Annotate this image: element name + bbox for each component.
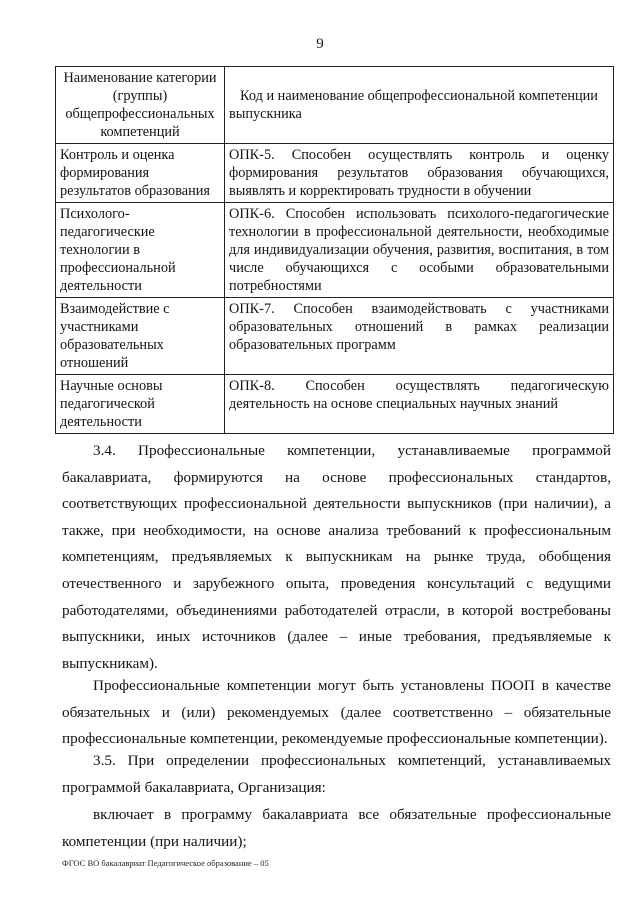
competence-cell: ОПК-5. Способен осуществлять контроль и оценку формирования результатов образования обучающихся, выявлять и корректировать трудности в обучении bbox=[225, 144, 614, 203]
competence-cell: ОПК-6. Способен использовать психолого-педагогические технологии в профессиональной деятельности, необходимые для индивидуализации обучения, развития, воспитания, в том числе обучающихся с особыми образовательными потребностями bbox=[225, 203, 614, 298]
competence-cell: ОПК-7. Способен взаимодействовать с участниками образовательных отношений в рамках реализации образовательных программ bbox=[225, 298, 614, 375]
table-header-row bbox=[56, 67, 614, 144]
category-cell: Психолого-педагогические технологии в профессиональной деятельности bbox=[56, 203, 225, 298]
paragraph-professional-competencies bbox=[62, 673, 611, 753]
category-cell: Контроль и оценка формирования результатов образования bbox=[56, 144, 225, 203]
header-competence-cell: Код и наименование общепрофессиональной компетенции выпускника bbox=[225, 67, 614, 144]
competencies-table bbox=[55, 66, 614, 434]
category-cell: Научные основы педагогической деятельности bbox=[56, 375, 225, 434]
header-category-cell: Наименование категории (группы) общепрофессиональных компетенций bbox=[56, 67, 225, 144]
paragraph-text: 3.5. При определении профессиональных компетенций, устанавливаемых программой бакалавриата, Организация: bbox=[62, 752, 611, 796]
table-row bbox=[56, 375, 614, 434]
paragraph-text: Профессиональные компетенции могут быть установлены ПООП в качестве обязательных и (или) рекомендуемых (далее соответственно – обязательные профессиональные компетенции, рекомендуемые профессиональные компетенции). bbox=[62, 677, 611, 748]
paragraph-text: 3.4. Профессиональные компетенции, устанавливаемые программой бакалавриата, формируются на основе профессиональных стандартов, соответствующих профессиональной деятельности выпускников (при наличии), а также, при необходимости, на основе анализа требований к профессиональным компетенциям, предъявляемых к выпускникам на рынке труда, обобщения отечественного и зарубежного опыта, проведения консультаций с ведущими работодателями, объединениями работодателей отрасли, в которой востребованы выпускники, иных источников (далее – иные требования, предъявляемые к выпускникам). bbox=[62, 442, 611, 672]
paragraph-3-4 bbox=[62, 438, 611, 677]
paragraph-text: включает в программу бакалавриата все обязательные профессиональные компетенции (при наличии); bbox=[62, 806, 611, 850]
paragraph-3-5 bbox=[62, 748, 611, 801]
table-row bbox=[56, 298, 614, 375]
competence-cell: ОПК-8. Способен осуществлять педагогическую деятельность на основе специальных научных знаний bbox=[225, 375, 614, 434]
category-cell: Взаимодействие с участниками образовательных отношений bbox=[56, 298, 225, 375]
page-number: 9 bbox=[316, 36, 324, 52]
table-row bbox=[56, 203, 614, 298]
footer-note: ФГОС ВО бакалавриат Педагогическое образование – 05 bbox=[62, 858, 269, 868]
table-row bbox=[56, 144, 614, 203]
paragraph-includes bbox=[62, 802, 611, 855]
